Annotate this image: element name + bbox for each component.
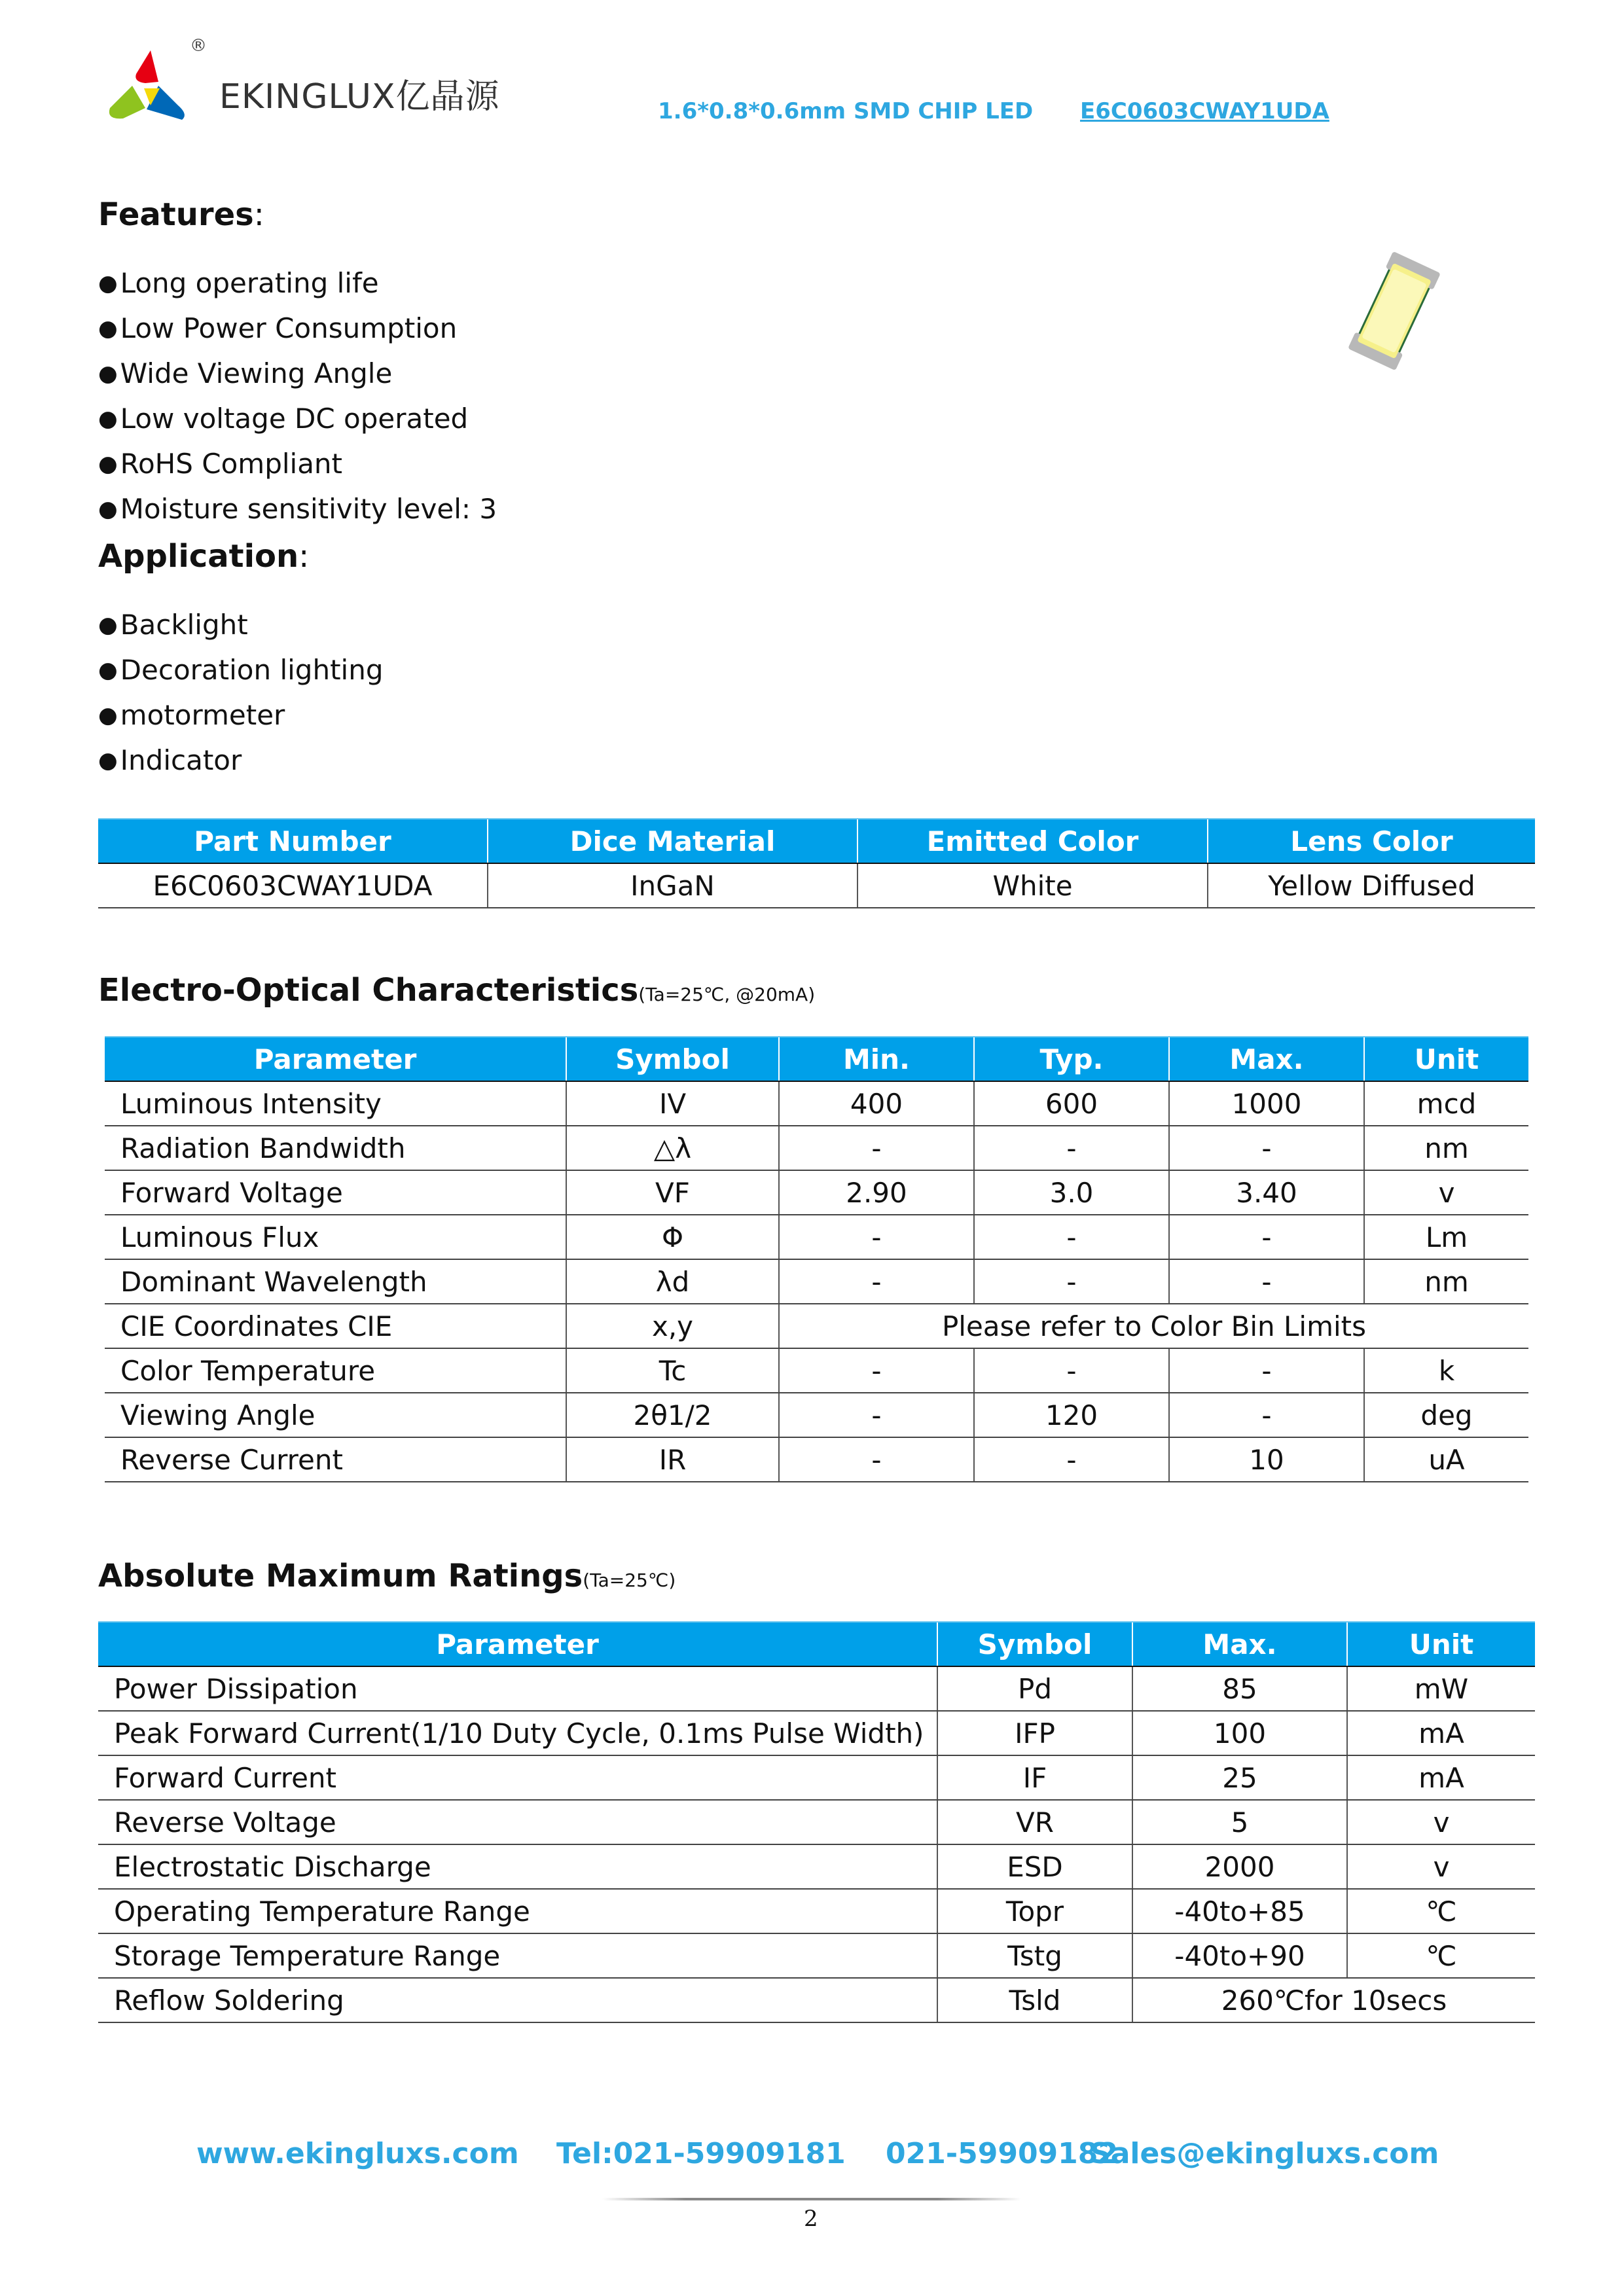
table-row bbox=[98, 1711, 1535, 1755]
table-cell: IV bbox=[566, 1081, 779, 1126]
list-item: ● Decoration lighting bbox=[98, 649, 383, 694]
features-list bbox=[98, 262, 497, 533]
column-header: Lens Color bbox=[1208, 819, 1535, 863]
table-cell: -40to+85 bbox=[1132, 1889, 1347, 1933]
table-cell: - bbox=[974, 1437, 1169, 1482]
table-cell: k bbox=[1364, 1348, 1528, 1393]
table-row bbox=[105, 1304, 1528, 1348]
table-cell: v bbox=[1347, 1844, 1535, 1889]
page-number: 2 bbox=[804, 2206, 818, 2232]
table-cell: 100 bbox=[1132, 1711, 1347, 1755]
amr-note: (Ta=25℃) bbox=[583, 1570, 676, 1591]
table-cell: Yellow Diffused bbox=[1208, 863, 1535, 908]
table-row bbox=[98, 1666, 1535, 1711]
table-cell: 3.0 bbox=[974, 1170, 1169, 1215]
brand-name: EKINGLUX亿晶源 bbox=[219, 77, 500, 117]
list-item: ● Low voltage DC operated bbox=[98, 397, 497, 442]
table-cell: ℃ bbox=[1347, 1933, 1535, 1978]
table-cell: Tc bbox=[566, 1348, 779, 1393]
column-header: Part Number bbox=[98, 819, 488, 863]
table-cell: Electrostatic Discharge bbox=[98, 1844, 937, 1889]
table-cell: IR bbox=[566, 1437, 779, 1482]
table-cell: -40to+90 bbox=[1132, 1933, 1347, 1978]
table-cell: x,y bbox=[566, 1304, 779, 1348]
column-header: Symbol bbox=[566, 1037, 779, 1081]
table-cell: Pd bbox=[937, 1666, 1132, 1711]
absolute-max-ratings-table bbox=[98, 1621, 1535, 2023]
table-cell: - bbox=[779, 1259, 974, 1304]
table-cell: Operating Temperature Range bbox=[98, 1889, 937, 1933]
logo-mark-icon bbox=[105, 43, 209, 134]
table-header-row bbox=[98, 819, 1535, 863]
table-row bbox=[98, 1978, 1535, 2022]
table-cell: 3.40 bbox=[1169, 1170, 1364, 1215]
column-header: Symbol bbox=[937, 1622, 1132, 1666]
table-cell: v bbox=[1364, 1170, 1528, 1215]
phone-numbers: Tel:021-59909181 021-59909182 bbox=[556, 2137, 1119, 2170]
list-item: ● Moisture sensitivity level: 3 bbox=[98, 488, 497, 533]
led-chip-image bbox=[1335, 252, 1453, 370]
table-cell: InGaN bbox=[488, 863, 857, 908]
table-cell: ℃ bbox=[1347, 1889, 1535, 1933]
table-cell: 400 bbox=[779, 1081, 974, 1126]
table-cell: mA bbox=[1347, 1711, 1535, 1755]
table-cell: - bbox=[779, 1437, 974, 1482]
table-cell: Please refer to Color Bin Limits bbox=[779, 1304, 1528, 1348]
column-header: Dice Material bbox=[488, 819, 857, 863]
column-header: Parameter bbox=[98, 1622, 937, 1666]
application-heading: Application: bbox=[98, 538, 310, 575]
table-cell: - bbox=[1169, 1215, 1364, 1259]
table-cell: 5 bbox=[1132, 1800, 1347, 1844]
table-cell: Reverse Current bbox=[105, 1437, 566, 1482]
column-header: Min. bbox=[779, 1037, 974, 1081]
table-header-row bbox=[105, 1037, 1528, 1081]
table-cell: IFP bbox=[937, 1711, 1132, 1755]
table-cell: White bbox=[857, 863, 1208, 908]
table-header-row bbox=[98, 1622, 1535, 1666]
table-cell: v bbox=[1347, 1800, 1535, 1844]
column-header: Parameter bbox=[105, 1037, 566, 1081]
column-header: Typ. bbox=[974, 1037, 1169, 1081]
website-link[interactable]: www.ekingluxs.com bbox=[196, 2137, 519, 2170]
table-cell: E6C0603CWAY1UDA bbox=[98, 863, 488, 908]
email-link[interactable]: Sales@ekingluxs.com bbox=[1090, 2137, 1439, 2170]
table-row bbox=[105, 1170, 1528, 1215]
table-cell: - bbox=[1169, 1393, 1364, 1437]
table-cell: - bbox=[974, 1259, 1169, 1304]
table-cell: - bbox=[779, 1393, 974, 1437]
table-cell: λd bbox=[566, 1259, 779, 1304]
table-cell: nm bbox=[1364, 1259, 1528, 1304]
column-header: Emitted Color bbox=[857, 819, 1208, 863]
table-cell: Peak Forward Current(1/10 Duty Cycle, 0.1ms Pulse Width) bbox=[98, 1711, 937, 1755]
footer-divider bbox=[602, 2198, 1021, 2200]
company-logo bbox=[105, 36, 530, 128]
table-cell: Reverse Voltage bbox=[98, 1800, 937, 1844]
table-cell: Radiation Bandwidth bbox=[105, 1126, 566, 1170]
table-cell: VR bbox=[937, 1800, 1132, 1844]
table-cell: 120 bbox=[974, 1393, 1169, 1437]
table-cell: ESD bbox=[937, 1844, 1132, 1889]
table-cell: - bbox=[974, 1126, 1169, 1170]
table-cell: Tstg bbox=[937, 1933, 1132, 1978]
table-row bbox=[105, 1126, 1528, 1170]
table-row bbox=[98, 863, 1535, 908]
column-header: Unit bbox=[1364, 1037, 1528, 1081]
table-row bbox=[105, 1393, 1528, 1437]
table-cell: - bbox=[1169, 1126, 1364, 1170]
table-cell: - bbox=[779, 1126, 974, 1170]
table-cell: Forward Voltage bbox=[105, 1170, 566, 1215]
table-cell: deg bbox=[1364, 1393, 1528, 1437]
part-number-link[interactable]: E6C0603CWAY1UDA bbox=[1080, 98, 1329, 124]
table-cell: Luminous Flux bbox=[105, 1215, 566, 1259]
table-row bbox=[105, 1259, 1528, 1304]
table-cell: - bbox=[1169, 1348, 1364, 1393]
table-cell: Viewing Angle bbox=[105, 1393, 566, 1437]
table-cell: Storage Temperature Range bbox=[98, 1933, 937, 1978]
list-item: ● Indicator bbox=[98, 739, 383, 784]
table-cell: CIE Coordinates CIE bbox=[105, 1304, 566, 1348]
table-cell: 10 bbox=[1169, 1437, 1364, 1482]
eo-heading: Electro-Optical Characteristics(Ta=25℃, @20mA) bbox=[98, 972, 816, 1009]
table-row bbox=[98, 1800, 1535, 1844]
table-cell: Color Temperature bbox=[105, 1348, 566, 1393]
table-cell: Dominant Wavelength bbox=[105, 1259, 566, 1304]
list-item: ● motormeter bbox=[98, 694, 383, 739]
table-row bbox=[105, 1215, 1528, 1259]
column-header: Unit bbox=[1347, 1622, 1535, 1666]
table-cell: Reflow Soldering bbox=[98, 1978, 937, 2022]
table-cell: mcd bbox=[1364, 1081, 1528, 1126]
table-cell: - bbox=[974, 1215, 1169, 1259]
table-cell: nm bbox=[1364, 1126, 1528, 1170]
table-row bbox=[98, 1889, 1535, 1933]
table-cell: IF bbox=[937, 1755, 1132, 1800]
table-cell: 2000 bbox=[1132, 1844, 1347, 1889]
table-cell: Power Dissipation bbox=[98, 1666, 937, 1711]
column-header: Max. bbox=[1169, 1037, 1364, 1081]
table-cell: △λ bbox=[566, 1126, 779, 1170]
table-cell: - bbox=[974, 1348, 1169, 1393]
table-cell: Lm bbox=[1364, 1215, 1528, 1259]
table-cell: 260℃for 10secs bbox=[1132, 1978, 1535, 2022]
table-row bbox=[105, 1081, 1528, 1126]
list-item: ● Long operating life bbox=[98, 262, 497, 307]
table-cell: 1000 bbox=[1169, 1081, 1364, 1126]
table-cell: Forward Current bbox=[98, 1755, 937, 1800]
list-item: ● Low Power Consumption bbox=[98, 307, 497, 352]
table-row bbox=[98, 1933, 1535, 1978]
table-cell: Tsld bbox=[937, 1978, 1132, 2022]
column-header: Max. bbox=[1132, 1622, 1347, 1666]
table-cell: - bbox=[779, 1348, 974, 1393]
application-list bbox=[98, 603, 383, 784]
table-cell: Luminous Intensity bbox=[105, 1081, 566, 1126]
table-cell: uA bbox=[1364, 1437, 1528, 1482]
table-cell: Φ bbox=[566, 1215, 779, 1259]
table-cell: 2.90 bbox=[779, 1170, 974, 1215]
table-cell: - bbox=[1169, 1259, 1364, 1304]
features-heading: Features: bbox=[98, 196, 264, 233]
table-cell: 25 bbox=[1132, 1755, 1347, 1800]
table-row bbox=[98, 1844, 1535, 1889]
table-cell: VF bbox=[566, 1170, 779, 1215]
part-table bbox=[98, 818, 1535, 908]
list-item: ● Wide Viewing Angle bbox=[98, 352, 497, 397]
registered-mark: ® bbox=[190, 36, 207, 56]
table-row bbox=[105, 1437, 1528, 1482]
table-cell: 600 bbox=[974, 1081, 1169, 1126]
table-cell: 85 bbox=[1132, 1666, 1347, 1711]
amr-heading: Absolute Maximum Ratings(Ta=25℃) bbox=[98, 1558, 676, 1594]
document-title: 1.6*0.8*0.6mm SMD CHIP LED bbox=[658, 98, 1034, 124]
table-cell: mA bbox=[1347, 1755, 1535, 1800]
electro-optical-table bbox=[105, 1036, 1528, 1482]
table-cell: - bbox=[779, 1215, 974, 1259]
eo-note: (Ta=25℃, @20mA) bbox=[638, 984, 816, 1005]
list-item: ● Backlight bbox=[98, 603, 383, 649]
list-item: ● RoHS Compliant bbox=[98, 442, 497, 488]
table-row bbox=[105, 1348, 1528, 1393]
table-cell: mW bbox=[1347, 1666, 1535, 1711]
table-cell: 2θ1/2 bbox=[566, 1393, 779, 1437]
table-cell: Topr bbox=[937, 1889, 1132, 1933]
table-row bbox=[98, 1755, 1535, 1800]
